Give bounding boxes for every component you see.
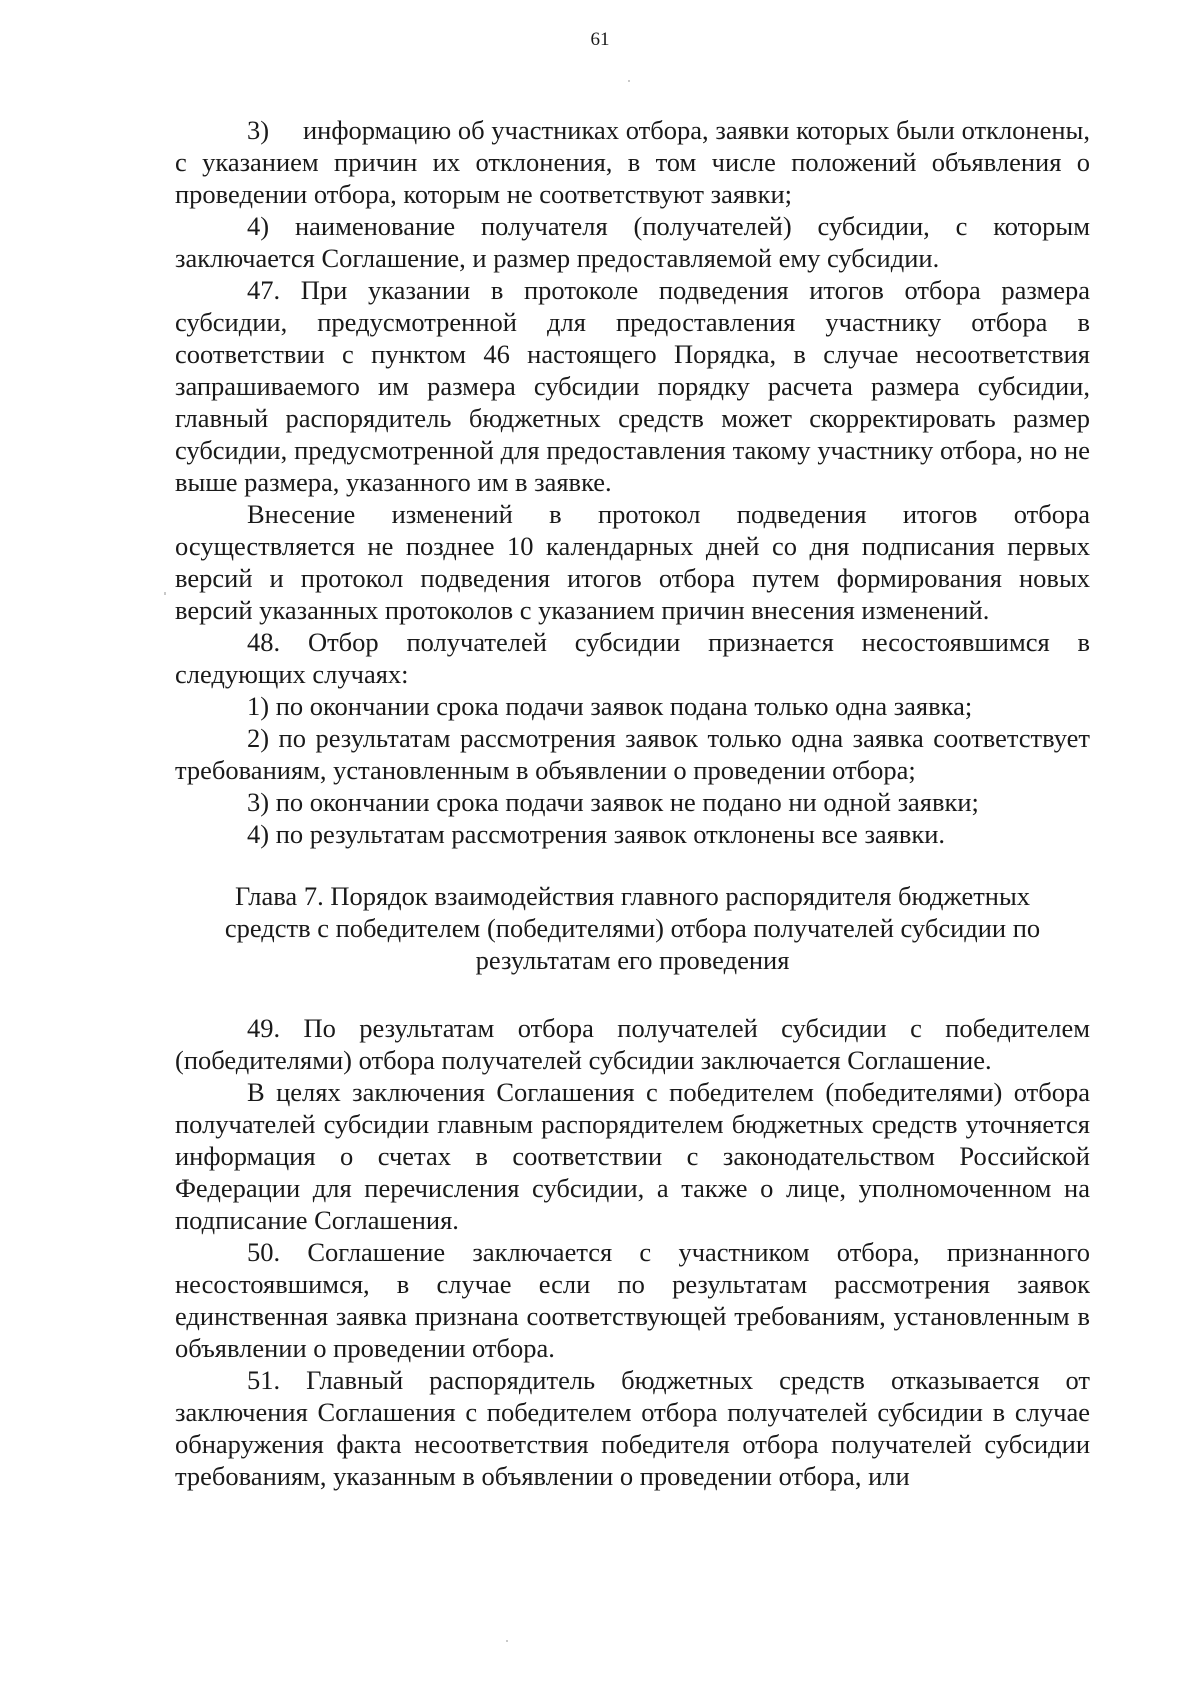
document-body [175, 114, 1090, 1492]
list-item-4: 4) наименование получателя (получателей) субсидии, с которым заключается Соглашение, и размер предоставляемой ему субсидии. [175, 211, 1090, 273]
page-number: 61 [590, 29, 610, 50]
paragraph-51: 51. Главный распорядитель бюджетных средств отказывается от заключения Соглашения с победителем отбора получателей субсидии в случае обнаружения факта несоответствия победителя отбора получателей субсидии требованиям, указанным в объявлении о проведении отбора, или [175, 1365, 1090, 1491]
list-item-48-4: 4) по результатам рассмотрения заявок отклонены все заявки. [247, 819, 946, 849]
paragraph-48: 48. Отбор получателей субсидии признается несостоявшимся в следующих случаях: [175, 627, 1090, 689]
paragraph-50: 50. Соглашение заключается с участником отбора, признанного несостоявшимся, в случае если по результатам рассмотрения заявок единственная заявка признана соответствующей требованиям, установленным в объявлении о проведении отбора. [175, 1237, 1090, 1363]
chapter-heading: Глава 7. Порядок взаимодействия главного распорядителя бюджетных средств с победителем (победителями) отбора получателей субсидии по результатам его проведения [224, 881, 1041, 975]
list-item-48-2: 2) по результатам рассмотрения заявок только одна заявка соответствует требованиям, установленным в объявлении о проведении отбора; [175, 723, 1090, 785]
paragraph-protocol-changes: Внесение изменений в протокол подведения итогов отбора осуществляется не позднее 10 календарных дней со дня подписания первых версий и протокол подведения итогов отбора путем формирования новых версий указанных протоколов с указанием причин внесения изменений. [175, 499, 1090, 625]
list-item-48-3: 3) по окончании срока подачи заявок не подано ни одной заявки; [247, 787, 979, 817]
paragraph-agreement-purpose: В целях заключения Соглашения с победителем (победителями) отбора получателей субсидии главным распорядителем бюджетных средств уточняется информация о счетах в соответствии с законодательством Российской Федерации для перечисления субсидии, а также о лице, уполномоченном на подписание Соглашения. [175, 1077, 1090, 1235]
paragraph-49: 49. По результатам отбора получателей субсидии с победителем (победителями) отбора получателей субсидии заключается Соглашение. [175, 1013, 1090, 1075]
scan-speck [164, 592, 166, 595]
list-item-3: 3) информацию об участниках отбора, заявки которых были отклонены, с указанием причин их отклонения, в том числе положений объявления о проведении отбора, которым не соответствуют заявки; [175, 115, 1090, 209]
paragraph-47: 47. При указании в протоколе подведения итогов отбора размера субсидии, предусмотренной для предоставления участнику отбора в соответствии с пунктом 46 настоящего Порядка, в случае несоответствия запрашиваемого им размера субсидии порядку расчета размера субсидии, главный распорядитель бюджетных средств может скорректировать размер субсидии, предусмотренной для предоставления такому участнику отбора, но не выше размера, указанного им в заявке. [175, 275, 1090, 497]
scan-speck [506, 1640, 508, 1642]
list-item-48-1: 1) по окончании срока подачи заявок подана только одна заявка; [247, 691, 973, 721]
scan-speck [628, 80, 630, 82]
